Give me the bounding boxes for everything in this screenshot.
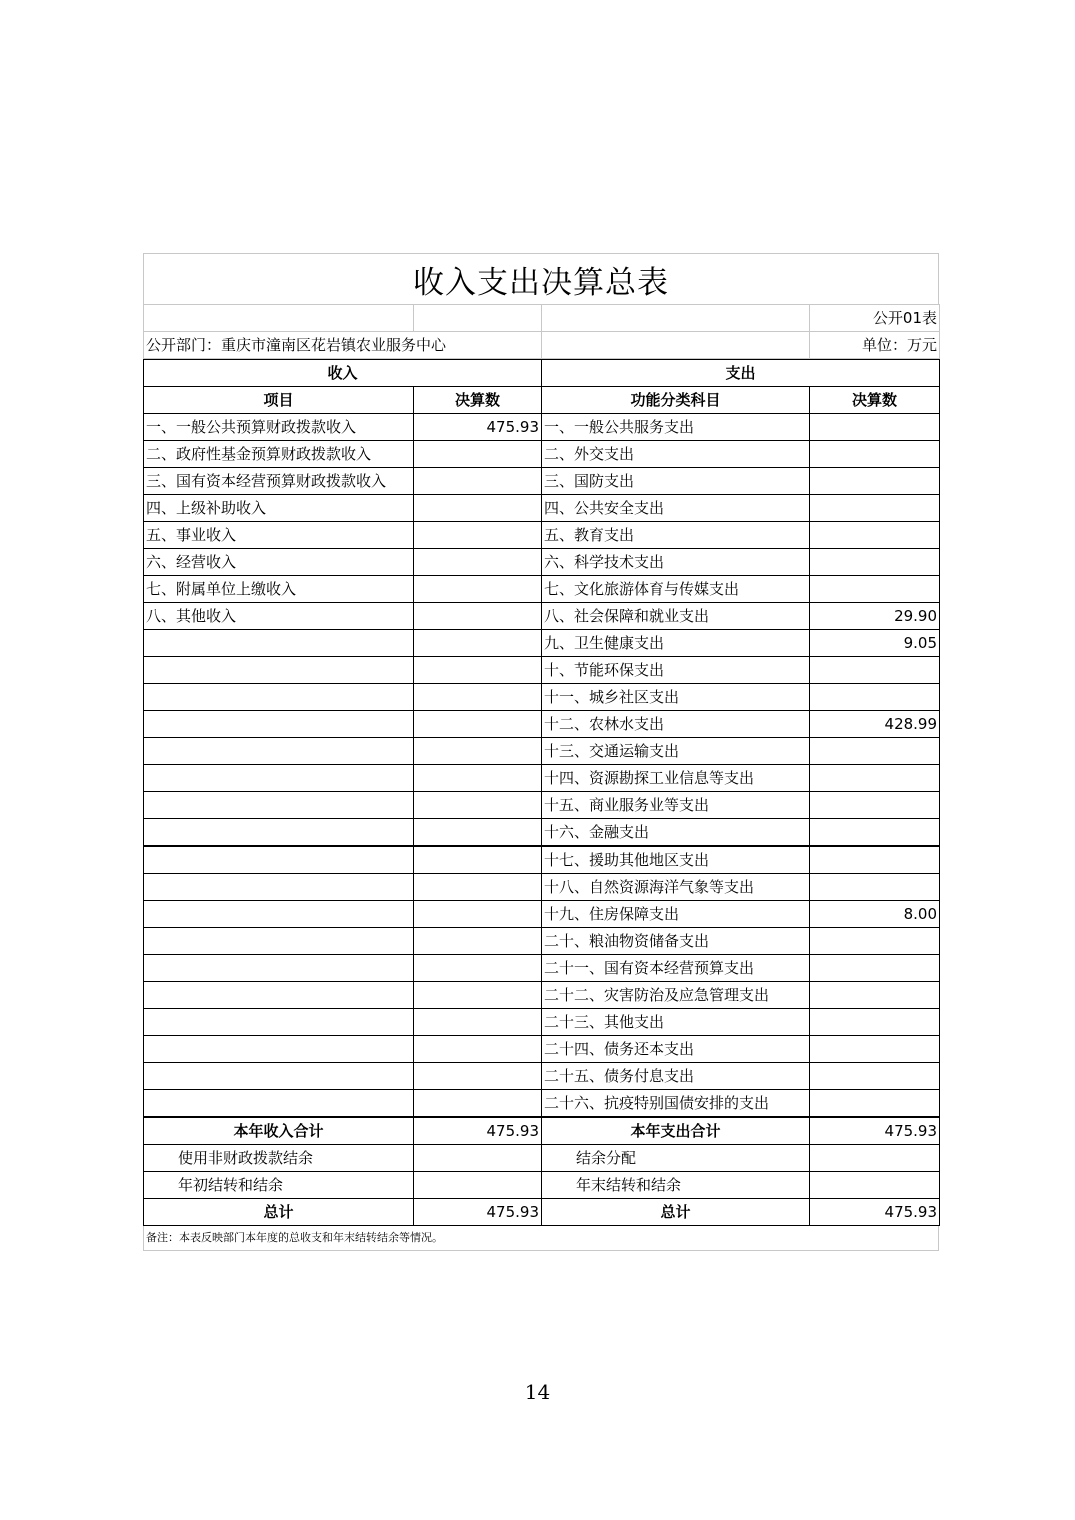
carryover-row	[144, 1172, 940, 1199]
table-row	[144, 1009, 940, 1036]
expense-item-cell: 十一、城乡社区支出	[542, 684, 810, 711]
end-value	[810, 1172, 940, 1199]
table-row	[144, 495, 940, 522]
category-header: 功能分类科目	[542, 387, 810, 414]
expense-header: 支出	[542, 360, 940, 387]
income-item-cell: 七、附属单位上缴收入	[144, 576, 414, 603]
income-item-cell	[144, 684, 414, 711]
table-row	[144, 630, 940, 657]
table-row	[144, 874, 940, 901]
income-amount-cell	[414, 495, 542, 522]
income-amount-cell	[414, 603, 542, 630]
income-item-cell	[144, 630, 414, 657]
expense-item-cell: 十、节能环保支出	[542, 657, 810, 684]
table-row	[144, 738, 940, 765]
grand-expense-label: 总计	[542, 1199, 810, 1226]
table-row	[144, 765, 940, 792]
expense-item-cell: 五、教育支出	[542, 522, 810, 549]
expense-amount-cell	[810, 819, 940, 847]
income-amount-cell	[414, 901, 542, 928]
expense-item-cell: 一、一般公共服务支出	[542, 414, 810, 441]
nonfiscal-label: 使用非财政拨款结余	[144, 1145, 414, 1172]
expense-amount-cell: 29.90	[810, 603, 940, 630]
income-amount-cell	[414, 846, 542, 874]
income-item-cell: 六、经营收入	[144, 549, 414, 576]
balance-row	[144, 1145, 940, 1172]
income-amount-cell	[414, 819, 542, 847]
income-item-cell: 一、一般公共预算财政拨款收入	[144, 414, 414, 441]
expense-item-cell: 七、文化旅游体育与传媒支出	[542, 576, 810, 603]
expense-amount-cell	[810, 846, 940, 874]
table-row	[144, 657, 940, 684]
income-amount-cell	[414, 630, 542, 657]
expense-amount-cell	[810, 765, 940, 792]
total-row	[144, 1117, 940, 1145]
expense-amount-cell	[810, 982, 940, 1009]
income-amount-cell	[414, 874, 542, 901]
expense-item-cell: 六、科学技术支出	[542, 549, 810, 576]
expense-item-cell: 二、外交支出	[542, 441, 810, 468]
income-amount-cell	[414, 955, 542, 982]
table-row	[144, 846, 940, 874]
expense-amount-cell	[810, 792, 940, 819]
amount-header: 决算数	[414, 387, 542, 414]
expense-amount-cell	[810, 1090, 940, 1118]
expense-amount-cell	[810, 414, 940, 441]
meta-table	[143, 304, 940, 359]
expense-item-cell: 二十一、国有资本经营预算支出	[542, 955, 810, 982]
expense-amount-cell	[810, 468, 940, 495]
end-label: 年末结转和结余	[542, 1172, 810, 1199]
expense-item-cell: 十九、住房保障支出	[542, 901, 810, 928]
table-row	[144, 549, 940, 576]
income-amount-cell	[414, 684, 542, 711]
expense-item-cell: 二十二、灾害防治及应急管理支出	[542, 982, 810, 1009]
expense-total-value: 475.93	[810, 1117, 940, 1145]
expense-item-cell: 二十五、债务付息支出	[542, 1063, 810, 1090]
income-item-cell	[144, 982, 414, 1009]
income-amount-cell	[414, 1036, 542, 1063]
begin-label: 年初结转和结余	[144, 1172, 414, 1199]
grand-total-row	[144, 1199, 940, 1226]
department-label: 公开部门：重庆市潼南区花岩镇农业服务中心	[144, 332, 542, 359]
table-row	[144, 441, 940, 468]
income-amount-cell	[414, 549, 542, 576]
income-amount-cell	[414, 657, 542, 684]
table-row	[144, 684, 940, 711]
income-amount-cell	[414, 765, 542, 792]
income-amount-cell	[414, 792, 542, 819]
table-row	[144, 1036, 940, 1063]
income-item-cell	[144, 901, 414, 928]
table-row	[144, 1063, 940, 1090]
table-row	[144, 414, 940, 441]
income-amount-cell	[414, 1090, 542, 1118]
income-item-cell: 八、其他收入	[144, 603, 414, 630]
expense-amount-cell	[810, 1063, 940, 1090]
income-item-cell	[144, 792, 414, 819]
distribution-value	[810, 1145, 940, 1172]
expense-amount-cell	[810, 738, 940, 765]
table-row	[144, 982, 940, 1009]
income-item-cell	[144, 657, 414, 684]
expense-amount-cell	[810, 928, 940, 955]
income-item-cell	[144, 1036, 414, 1063]
income-item-cell	[144, 874, 414, 901]
form-code: 公开01表	[810, 305, 940, 332]
unit-label: 单位：万元	[810, 332, 940, 359]
income-amount-cell	[414, 522, 542, 549]
income-item-cell	[144, 738, 414, 765]
expense-total-label: 本年支出合计	[542, 1117, 810, 1145]
expense-item-cell: 十二、农林水支出	[542, 711, 810, 738]
income-amount-cell	[414, 982, 542, 1009]
nonfiscal-value	[414, 1145, 542, 1172]
expense-amount-cell	[810, 874, 940, 901]
table-row	[144, 468, 940, 495]
distribution-label: 结余分配	[542, 1145, 810, 1172]
income-amount-cell	[414, 928, 542, 955]
income-amount-cell	[414, 468, 542, 495]
table-note: 备注：本表反映部门本年度的总收支和年末结转结余等情况。	[143, 1226, 939, 1251]
budget-sheet	[143, 253, 939, 1251]
income-item-cell	[144, 819, 414, 847]
income-item-cell	[144, 1009, 414, 1036]
expense-item-cell: 四、公共安全支出	[542, 495, 810, 522]
table-row	[144, 792, 940, 819]
expense-item-cell: 九、卫生健康支出	[542, 630, 810, 657]
expense-amount-cell	[810, 955, 940, 982]
expense-amount-cell: 8.00	[810, 901, 940, 928]
income-amount-cell: 475.93	[414, 414, 542, 441]
expense-amount-cell	[810, 684, 940, 711]
expense-amount-cell	[810, 522, 940, 549]
income-amount-cell	[414, 576, 542, 603]
table-row	[144, 955, 940, 982]
income-total-label: 本年收入合计	[144, 1117, 414, 1145]
income-item-cell	[144, 711, 414, 738]
income-amount-cell	[414, 738, 542, 765]
table-row	[144, 522, 940, 549]
income-item-cell	[144, 846, 414, 874]
income-total-value: 475.93	[414, 1117, 542, 1145]
expense-item-cell: 十六、金融支出	[542, 819, 810, 847]
budget-table	[143, 359, 940, 1226]
income-item-cell: 四、上级补助收入	[144, 495, 414, 522]
expense-amount-cell	[810, 549, 940, 576]
expense-item-cell: 十七、援助其他地区支出	[542, 846, 810, 874]
income-item-cell	[144, 765, 414, 792]
income-amount-cell	[414, 1063, 542, 1090]
expense-amount-cell: 9.05	[810, 630, 940, 657]
grand-income-value: 475.93	[414, 1199, 542, 1226]
expense-item-cell: 三、国防支出	[542, 468, 810, 495]
expense-item-cell: 八、社会保障和就业支出	[542, 603, 810, 630]
expense-amount-cell	[810, 576, 940, 603]
table-body	[144, 414, 940, 1118]
table-row	[144, 603, 940, 630]
begin-value	[414, 1172, 542, 1199]
expense-item-cell: 十三、交通运输支出	[542, 738, 810, 765]
grand-income-label: 总计	[144, 1199, 414, 1226]
expense-amount-cell: 428.99	[810, 711, 940, 738]
expense-item-cell: 二十三、其他支出	[542, 1009, 810, 1036]
income-item-cell	[144, 1063, 414, 1090]
table-row	[144, 819, 940, 847]
page-number: 14	[524, 1380, 551, 1404]
table-row	[144, 1090, 940, 1118]
expense-amount-cell	[810, 1036, 940, 1063]
expense-amount-cell	[810, 441, 940, 468]
grand-expense-value: 475.93	[810, 1199, 940, 1226]
amount-header-2: 决算数	[810, 387, 940, 414]
sheet-title: 收入支出决算总表	[143, 253, 939, 304]
income-item-cell	[144, 1090, 414, 1118]
income-amount-cell	[414, 441, 542, 468]
income-item-cell: 五、事业收入	[144, 522, 414, 549]
income-item-cell: 三、国有资本经营预算财政拨款收入	[144, 468, 414, 495]
table-row	[144, 576, 940, 603]
expense-item-cell: 十八、自然资源海洋气象等支出	[542, 874, 810, 901]
table-row	[144, 928, 940, 955]
income-header: 收入	[144, 360, 542, 387]
expense-amount-cell	[810, 495, 940, 522]
income-item-cell: 二、政府性基金预算财政拨款收入	[144, 441, 414, 468]
expense-item-cell: 十五、商业服务业等支出	[542, 792, 810, 819]
item-header: 项目	[144, 387, 414, 414]
income-amount-cell	[414, 1009, 542, 1036]
table-row	[144, 901, 940, 928]
expense-amount-cell	[810, 657, 940, 684]
expense-item-cell: 二十四、债务还本支出	[542, 1036, 810, 1063]
income-item-cell	[144, 928, 414, 955]
expense-amount-cell	[810, 1009, 940, 1036]
expense-item-cell: 十四、资源勘探工业信息等支出	[542, 765, 810, 792]
expense-item-cell: 二十、粮油物资储备支出	[542, 928, 810, 955]
income-amount-cell	[414, 711, 542, 738]
expense-item-cell: 二十六、抗疫特别国债安排的支出	[542, 1090, 810, 1118]
income-item-cell	[144, 955, 414, 982]
table-row	[144, 711, 940, 738]
